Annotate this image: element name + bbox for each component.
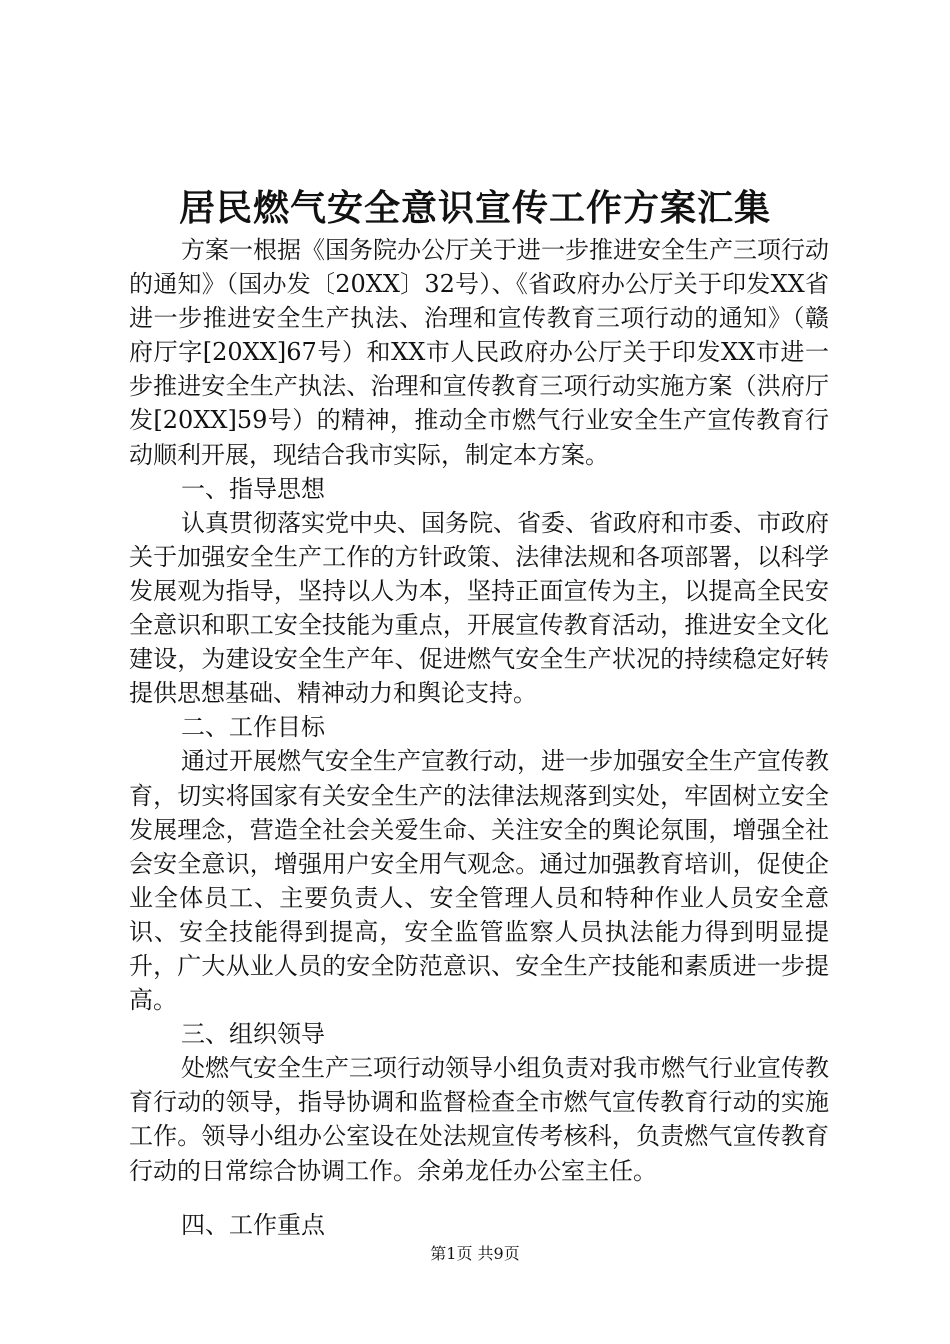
section-text-organization: 处燃气安全生产三项行动领导小组负责对我市燃气行业宣传教育行动的领导，指导协调和监督检查全市燃气宣传教育行动的实施工作。领导小组办公室设在处法规宣传考核科，负责燃气宣传教育行动的日常综合协调工作。余弟龙任办公室主任。 [129,1054,829,1185]
document-body [129,233,829,1242]
paragraph-gap [129,1188,829,1208]
section-text-work-goals: 通过开展燃气安全生产宣教行动，进一步加强安全生产宣传教育，切实将国家有关安全生产的法律法规落到实处，牢固树立安全发展理念，营造全社会关爱生命、关注安全的舆论氛围，增强全社会安全意识，增强用户安全用气观念。通过加强教育培训，促使企业全体员工、主要负责人、安全管理人员和特种作业人员安全意识、安全技能得到提高，安全监管监察人员执法能力得到明显提升，广大从业人员的安全防范意识、安全生产技能和素质进一步提高。 [129,747,829,1015]
page-footer: 第1页 共9页 [430,1244,520,1263]
section-heading-guiding-ideology: 一、指导思想 [181,474,325,503]
document-title: 居民燃气安全意识宣传工作方案汇集 [178,187,771,229]
section-heading-organization: 三、组织领导 [181,1020,325,1049]
section-heading-work-goals: 二、工作目标 [181,713,325,742]
intro-paragraph: 方案一根据《国务院办公厅关于进一步推进安全生产三项行动的通知》（国办发〔20XX〕32号）、《省政府办公厅关于印发XX省进一步推进安全生产执法、治理和宣传教育三项行动的通知》（赣府厅字[20XX]67号）和XX市人民政府办公厅关于印发XX市进一步推进安全生产执法、治理和宣传教育三项行动实施方案（洪府厅发[20XX]59号）的精神，推动全市燃气行业安全生产宣传教育行动顺利开展，现结合我市实际，制定本方案。 [129,236,829,469]
section-heading-work-focus: 四、工作重点 [181,1210,325,1239]
section-text-guiding-ideology: 认真贯彻落实党中央、国务院、省委、省政府和市委、市政府关于加强安全生产工作的方针政策、法律法规和各项部署，以科学发展观为指导，坚持以人为本，坚持正面宣传为主，以提高全民安全意识和职工安全技能为重点，开展宣传教育活动，推进安全文化建设，为建设安全生产年、促进燃气安全生产状况的持续稳定好转提供思想基础、精神动力和舆论支持。 [129,508,829,708]
